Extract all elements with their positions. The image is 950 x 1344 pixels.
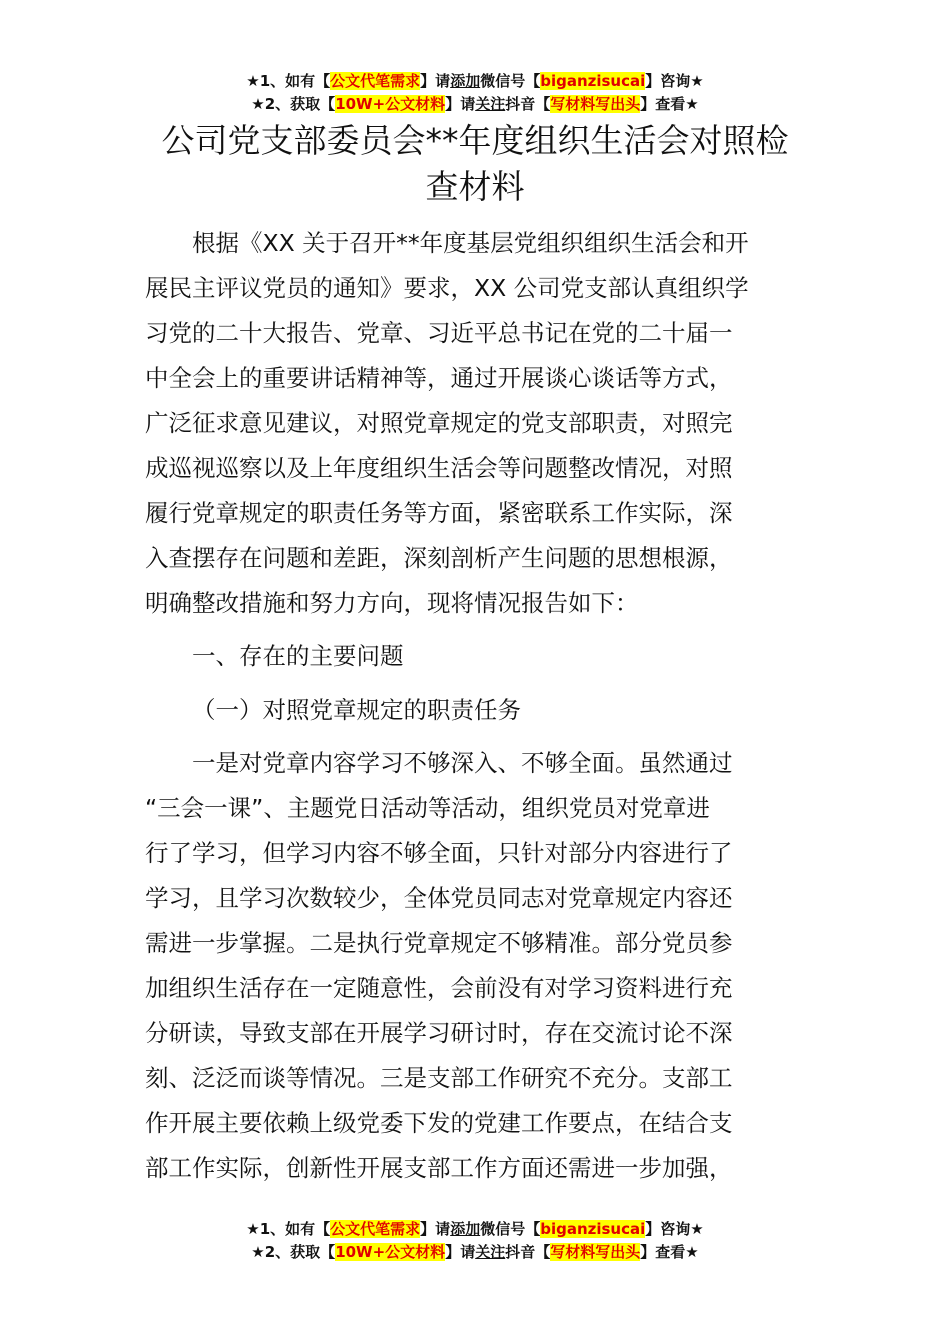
- paragraph-line: 广泛征求意见建议，对照党章规定的党支部职责，对照完: [145, 409, 733, 437]
- paragraph-line: 学习，且学习次数较少，全体党员同志对党章规定内容还: [145, 884, 733, 912]
- paragraph-line: 成巡视巡察以及上年度组织生活会等问题整改情况，对照: [145, 454, 733, 482]
- banner-text: 微信号【: [480, 72, 541, 90]
- paragraph-line: 刻、泛泛而谈等情况。三是支部工作研究不充分。支部工: [145, 1064, 733, 1092]
- paragraph-line: 中全会上的重要讲话精神等，通过开展谈心谈话等方式，: [145, 364, 733, 392]
- paragraph-line: 履行党章规定的职责任务等方面，紧密联系工作实际，深: [145, 499, 733, 527]
- banner-text: 】请: [445, 95, 476, 113]
- banner-text: 】咨询★: [645, 72, 704, 90]
- banner-underline: 关注: [475, 1243, 506, 1261]
- banner-underline: 添加: [450, 72, 481, 90]
- banner-text: ★1、如有【: [246, 1220, 331, 1238]
- banner-highlight: 10W+公文材料: [335, 95, 446, 113]
- banner-text: 】请: [420, 72, 451, 90]
- banner-line-2: [0, 1241, 950, 1264]
- footer-banner: [0, 1218, 950, 1264]
- paragraph-line: 加组织生活存在一定随意性，会前没有对学习资料进行充: [145, 974, 733, 1002]
- banner-text: 】咨询★: [645, 1220, 704, 1238]
- banner-text: 】查看★: [640, 95, 699, 113]
- subsection-heading: [145, 688, 809, 733]
- paragraph-line: 行了学习，但学习内容不够全面，只针对部分内容进行了: [145, 839, 733, 867]
- banner-underline: 关注: [475, 95, 506, 113]
- paragraph-line: 习党的二十大报告、党章、习近平总书记在党的二十届一: [145, 319, 733, 347]
- banner-highlight: biganzisucai: [540, 1220, 646, 1238]
- paragraph-line: 部工作实际，创新性开展支部工作方面还需进一步加强，: [145, 1154, 733, 1182]
- banner-line-2: [0, 93, 950, 116]
- banner-text: 微信号【: [480, 1220, 541, 1238]
- paragraph-line: 一是对党章内容学习不够深入、不够全面。虽然通过: [192, 749, 733, 777]
- banner-text: ★2、获取【: [251, 1243, 336, 1261]
- section-heading-text: 一、存在的主要问题: [192, 642, 404, 670]
- paragraph-line: 作开展主要依赖上级党委下发的党建工作要点，在结合支: [145, 1109, 733, 1137]
- banner-highlight: 公文代笔需求: [330, 72, 421, 90]
- title-line: 公司党支部委员会**年度组织生活会对照检: [161, 121, 789, 160]
- banner-text: ★1、如有【: [246, 72, 331, 90]
- banner-highlight: 公文代笔需求: [330, 1220, 421, 1238]
- document-title: [0, 118, 950, 210]
- banner-text: 抖音【: [505, 1243, 551, 1261]
- banner-underline: 添加: [450, 1220, 481, 1238]
- banner-highlight: 写材料写出头: [550, 95, 641, 113]
- paragraph-line: 需进一步掌握。二是执行党章规定不够精准。部分党员参: [145, 929, 733, 957]
- header-banner: [0, 70, 950, 116]
- banner-text: 抖音【: [505, 95, 551, 113]
- banner-highlight: 10W+公文材料: [335, 1243, 446, 1261]
- banner-text: ★2、获取【: [251, 95, 336, 113]
- banner-line-1: [0, 70, 950, 93]
- paragraph-line: “三会一课”、主题党日活动等活动，组织党员对党章进: [145, 794, 710, 822]
- paragraph-line: 入查摆存在问题和差距，深刻剖析产生问题的思想根源，: [145, 544, 733, 572]
- banner-text: 】查看★: [640, 1243, 699, 1261]
- banner-text: 】请: [420, 1220, 451, 1238]
- banner-highlight: 写材料写出头: [550, 1243, 641, 1261]
- intro-paragraph: [145, 221, 809, 626]
- banner-highlight: biganzisucai: [540, 72, 646, 90]
- subsection-heading-text: （一）对照党章规定的职责任务: [192, 696, 521, 724]
- banner-text: 】请: [445, 1243, 476, 1261]
- banner-line-1: [0, 1218, 950, 1241]
- title-line: 查材料: [425, 167, 525, 206]
- paragraph-line: 根据《XX 关于召开**年度基层党组织组织生活会和开: [192, 229, 749, 257]
- paragraph-line: 分研读，导致支部在开展学习研讨时，存在交流讨论不深: [145, 1019, 733, 1047]
- body-paragraph: [145, 741, 809, 1191]
- section-heading: [145, 634, 809, 679]
- paragraph-line: 明确整改措施和努力方向，现将情况报告如下：: [145, 589, 639, 617]
- paragraph-line: 展民主评议党员的通知》要求，XX 公司党支部认真组织学: [145, 274, 749, 302]
